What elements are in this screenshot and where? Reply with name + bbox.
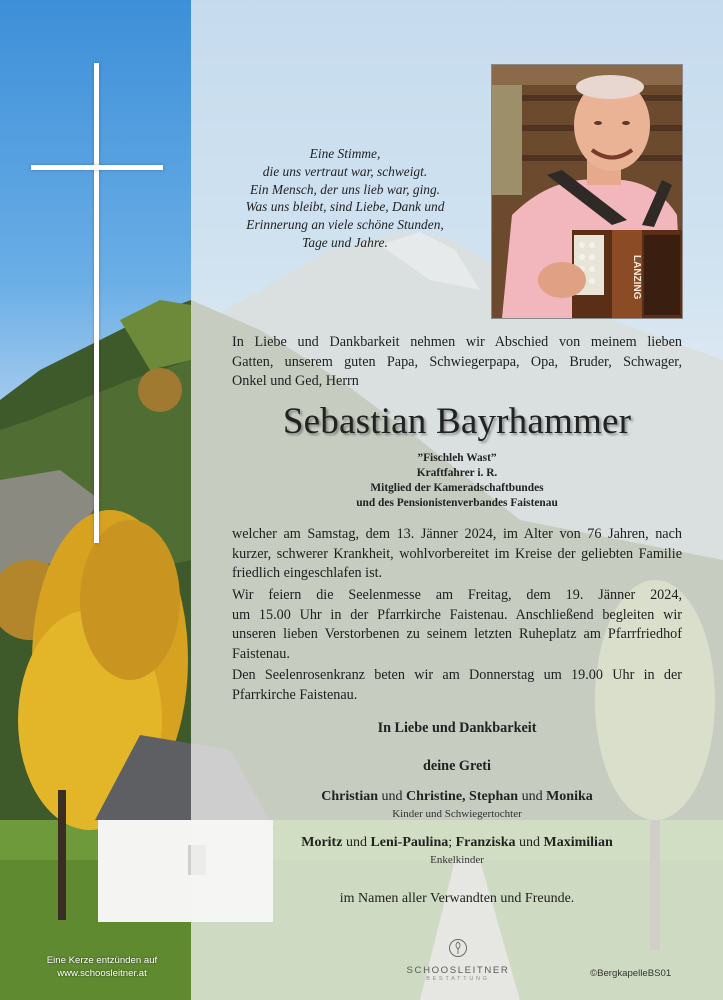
deceased-name: Sebastian Bayrhammer: [282, 401, 632, 442]
death-notice-line: welcher am Samstag, dem 13. Jänner 2024, im Alter von 76 Jahren, nach: [232, 526, 682, 542]
child-name: Monika: [546, 789, 593, 804]
name-connector: und: [515, 835, 544, 850]
name-connector: und: [342, 835, 371, 850]
mass-notice-paragraph: [232, 586, 682, 664]
poem-line: Eine Stimme,: [309, 146, 381, 161]
poem-line: Ein Mensch, der uns lieb war, ging.: [249, 181, 441, 197]
intro-paragraph: [232, 333, 682, 392]
funeral-home-logo: [398, 938, 518, 982]
spouse-signature: deine Greti: [423, 758, 491, 774]
title-line: Kraftfahrer i. R.: [416, 467, 498, 479]
grandchild-name: Leni-Paulina: [370, 835, 449, 850]
rosary-notice-paragraph: [232, 666, 682, 705]
intro-line: Gatten, unserem guten Papa, Schwiegerpapa, Opa, Bruder, Schwager,: [232, 353, 682, 370]
mourners-heading: In Liebe und Dankbarkeit: [377, 720, 537, 736]
candle-link[interactable]: [22, 955, 182, 980]
poem-line: Tage und Jahre.: [302, 234, 388, 250]
brand-name: SCHOOSLEITNER: [406, 965, 510, 976]
candle-text: Eine Kerze entzünden auf: [46, 955, 158, 966]
accordion-brand-text: LANZING: [631, 255, 642, 300]
name-connector: ;: [448, 835, 456, 850]
name-connector: und: [518, 789, 547, 804]
death-notice-paragraph: [232, 525, 682, 584]
intro-line: Onkel und Ged, Herrn: [232, 373, 359, 390]
title-line: ”Fischleh Wast”: [417, 452, 497, 464]
grandchildren-names: [232, 835, 682, 851]
deceased-titles: [232, 451, 682, 511]
poem-line: Was uns bleibt, sind Liebe, Dank und: [245, 199, 445, 215]
name-connector: und: [378, 789, 407, 804]
rose-icon: [448, 938, 468, 958]
website-link[interactable]: www.schoosleitner.at: [57, 967, 147, 979]
children-names: [232, 789, 682, 805]
child-name: Christian: [321, 789, 379, 804]
mass-notice-line: unseren lieben Verstorbenen zu seinem letzten Ruheplatz am Pfarrfriedhof: [232, 626, 682, 643]
image-credit: ©BergkapelleBS01: [590, 968, 672, 979]
poem-line: Erinnerung an viele schöne Stunden,: [246, 217, 444, 233]
grandchild-name: Franziska: [455, 835, 516, 850]
grandchildren-relation: Enkelkinder: [430, 854, 484, 866]
brand-subtitle: BESTATTUNG: [426, 976, 490, 982]
mass-notice-line: Faistenau.: [232, 645, 290, 662]
death-notice-line: friedlich eingeschlafen ist.: [232, 565, 383, 582]
title-line: Mitglied der Kameradschaftbundes: [370, 482, 544, 494]
children-relation: Kinder und Schwiegertochter: [392, 808, 522, 820]
death-notice-line: kurzer, schwerer Krankheit, wohlvorbereitet im Kreise der geliebten Familie: [232, 545, 682, 562]
mass-notice-line: Wir feiern die Seelenmesse am Freitag, dem 19. Jänner 2024,: [232, 587, 682, 603]
closing-line: im Namen aller Verwandten und Freunde.: [339, 891, 575, 906]
grandchild-name: Moritz: [301, 835, 343, 850]
mass-notice-line: um 15.00 Uhr in der Pfarrkirche Faistenau. Anschließend begleiten wir: [232, 606, 682, 623]
intro-line: In Liebe und Dankbarkeit nehmen wir Abschied von meinem lieben: [232, 334, 682, 350]
memorial-poem: [225, 145, 465, 252]
poem-line: die uns vertraut war, schweigt.: [262, 163, 428, 179]
title-line: und des Pensionistenverbandes Faistenau: [356, 497, 558, 509]
rosary-notice-line: Den Seelenrosenkranz beten wir am Donnerstag um 19.00 Uhr in der: [232, 667, 682, 683]
grandchild-name: Maximilian: [543, 835, 613, 850]
rosary-notice-line: Pfarrkirche Faistenau.: [232, 686, 358, 703]
portrait-photo: [491, 64, 683, 319]
child-name: Christine, Stephan: [406, 789, 519, 804]
